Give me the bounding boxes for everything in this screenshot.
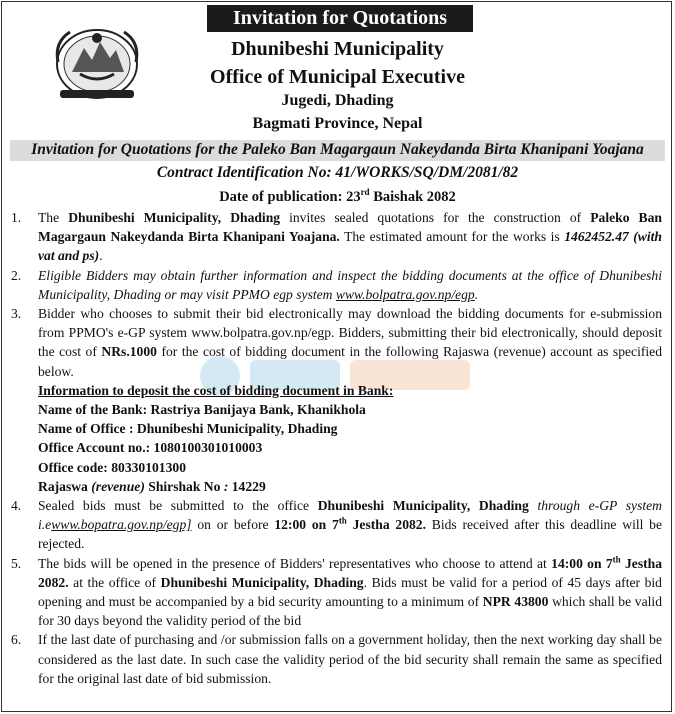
contract-id: Contract Identification No: 41/WORKS/SQ/DM/2081/82 — [156, 164, 519, 181]
egp-link[interactable]: www.bopatra.gov.np/egp] — [51, 517, 192, 533]
bank-rajaswa: Rajaswa (revenue) Shirshak No : 14229 — [38, 478, 266, 494]
bank-office-code: Office code: 80330101300 — [38, 459, 186, 475]
nepal-emblem-icon — [50, 22, 145, 102]
item-text: The Dhunibeshi Municipality, Dhading invites sealed quotations for the construction of Paleko Ban Magargaun Nakeydanda Birta Khanipani Yoajana. The estimated amount for the works is 1462452.47 (with vat and ps). — [38, 210, 662, 264]
itq-title: Invitation for Quotations for the Paleko Ban Magargaun Nakeydanda Birta Khanipani Yoajana — [31, 141, 644, 158]
office-name: Office of Municipal Executive — [210, 66, 465, 88]
banner-title: Invitation for Quotations — [207, 5, 473, 32]
municipality-name: Dhunibeshi Municipality — [231, 38, 444, 60]
item-text: If the last date of purchasing and /or submission falls on a government holiday, then the next working day shall be considered as the last date. In such case the validity period of the bid security shall remain the same as specified for the original last date of bid submission. — [38, 632, 662, 686]
item-text: The bids will be opened in the presence of Bidders' representatives who choose to attend at 14:00 on 7th Jestha 2082. at the office of Dhunibeshi Municipality, Dhading. Bids must be valid for a period of 45 days after bid opening and must be accompanied by a bid security amounting to a minimum of NPR 43800 which shall be valid for 30 days beyond the validity period of the bid — [38, 554, 663, 629]
bank-info — [38, 381, 675, 496]
bank-office-name: Name of Office : Dhunibeshi Municipality, Dhading — [38, 421, 338, 437]
location-line: Jugedi, Dhading — [281, 92, 394, 109]
item-text: Eligible Bidders may obtain further information and inspect the bidding documents at the office of Dhunibeshi Municipality, Dhading or may visit PPMO egp system www.bolpatra.gov.np/egp. — [38, 267, 662, 302]
egp-link[interactable]: www.bolpatra.gov.np/egp — [335, 286, 475, 302]
bank-name: Name of the Bank: Rastriya Banijaya Bank, Khanikhola — [38, 402, 366, 418]
item-text: Sealed bids must be submitted to the office Dhunibeshi Municipality, Dhading through e-GP system i.ewww.bopatra.gov.np/egp] on or before 12:00 on 7th Jestha 2082. Bids received after this deadline will be rejected. — [38, 498, 663, 552]
bank-heading: Information to deposit the cost of bidding document in Bank: — [38, 382, 394, 398]
notice-body — [0, 208, 675, 688]
list-item: 6. If the last date of purchasing and /or submission falls on a government holiday, then the next working day shall be considered as the last date. In such case the validity period of the bid security shall remain the same as specified for the original last date of bid submission. — [0, 630, 675, 688]
list-item: 1. The Dhunibeshi Municipality, Dhading invites sealed quotations for the construction of Paleko Ban Magargaun Nakeydanda Birta Khanipani Yoajana. The estimated amount for the works is 1462452.47 (with vat and ps). — [0, 208, 675, 266]
list-item: 5. The bids will be opened in the presence of Bidders' representatives who choose to attend at 14:00 on 7th Jestha 2082. at the office of Dhunibeshi Municipality, Dhading. Bids must be valid for a period of 45 days after bid opening and must be accompanied by a bid security amounting to a minimum of NPR 43800 which shall be valid for 30 days beyond the validity period of the bid — [0, 554, 675, 631]
list-item: 3. Bidder who chooses to submit their bid electronically may download the bidding documents for e-submission from PPMO's e-GP system www.bolpatra.gov.np/egp. Bidders, submitting their bid electronically, should deposit the cost of NRs.1000 for the cost of bidding document in the following Rajaswa (revenue) account as specified below. — [0, 304, 675, 381]
list-item: 2. Eligible Bidders may obtain further information and inspect the bidding documents at the office of Dhunibeshi Municipality, Dhading or may visit PPMO egp system www.bolpatra.gov.np/egp. — [0, 266, 675, 304]
publication-date: Date of publication: 23rd Baishak 2082 — [219, 187, 456, 205]
list-item: 4. Sealed bids must be submitted to the office Dhunibeshi Municipality, Dhading through e-GP system i.ewww.bopatra.gov.np/egp] on or before 12:00 on 7th Jestha 2082. Bids received after this deadline will be rejected. — [0, 496, 675, 554]
bank-account: Office Account no.: 1080100301010003 — [38, 440, 263, 456]
item-text: Bidder who chooses to submit their bid electronically may download the bidding documents for e-submission from PPMO's e-GP system www.bolpatra.gov.np/egp. Bidders, submitting their bid electronically, should deposit the cost of NRs.1000 for the cost of bidding document in the following Rajaswa (revenue) account as specified below. — [38, 306, 662, 379]
province-line: Bagmati Province, Nepal — [252, 115, 423, 132]
